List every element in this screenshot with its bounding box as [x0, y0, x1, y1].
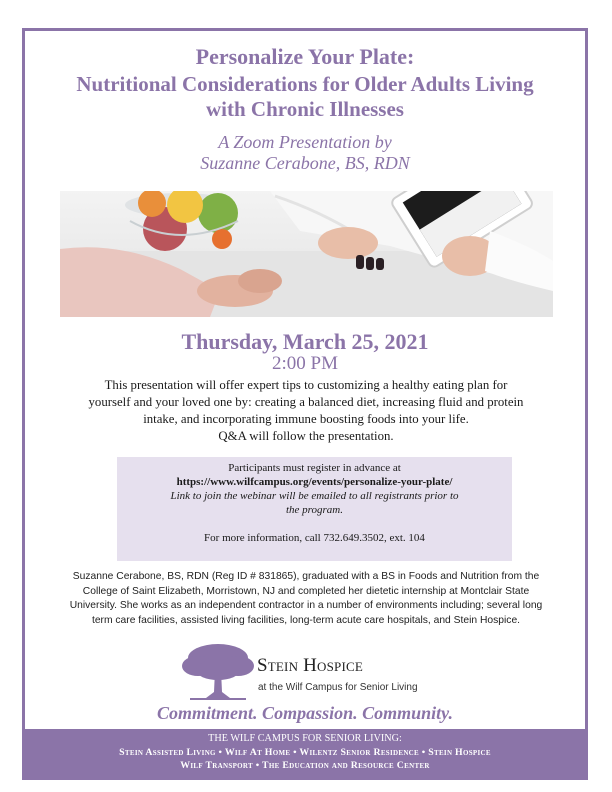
- description-line: Q&A will follow the presentation.: [218, 429, 394, 443]
- footer-line-1: THE WILF CAMPUS FOR SENIOR LIVING:: [208, 733, 402, 744]
- bio-line: Suzanne Cerabone, BS, RDN (Reg ID # 831865), graduated with a BS in Foods and Nutrition from the: [72, 571, 540, 582]
- tree-icon: [180, 640, 256, 704]
- footer-line-3: Wilf Transport • The Education and Resource Center: [180, 760, 430, 771]
- subtitle-line-1: A Zoom Presentation by: [218, 132, 392, 152]
- bio-line: term care facilities, assisted living facilities, long-term acute care hospitals, and Stein Hospice.: [91, 614, 521, 626]
- event-description: [40, 377, 572, 445]
- title-line-2: [22, 72, 588, 122]
- speaker-bio: [44, 570, 568, 628]
- subtitle: [22, 132, 588, 174]
- photo-illustration: [60, 191, 553, 317]
- subtitle-line-2: Suzanne Cerabone, BS, RDN: [200, 153, 410, 173]
- tagline: Commitment. Compassion. Community.: [157, 703, 453, 723]
- footer-line-2: Stein Assisted Living • Wilf At Home • Wilentz Senior Residence • Stein Hospice: [119, 746, 491, 758]
- registration-box: [117, 457, 512, 561]
- registration-intro: Participants must register in advance at: [228, 462, 401, 474]
- footer-banner: [22, 729, 588, 780]
- organization-name: Stein Hospice: [257, 655, 364, 676]
- description-line: yourself and your loved one by: creating a balanced diet, increasing fluid and protein: [88, 395, 524, 409]
- description-line: This presentation will offer expert tips to customizing a healthy eating plan for: [104, 378, 508, 392]
- title-line-2a: Nutritional Considerations for Older Adults Living: [76, 72, 534, 96]
- registration-note-2: the program.: [285, 504, 344, 516]
- registration-link[interactable]: https://www.wilfcampus.org/events/personalize-your-plate/: [176, 476, 453, 488]
- bio-line: College of Saint Elizabeth, Morristown, NJ and completed her dietetic internship at Montclair State: [82, 585, 530, 597]
- event-date: Thursday, March 25, 2021: [181, 329, 429, 354]
- organization-subname: at the Wilf Campus for Senior Living: [258, 682, 418, 693]
- nutrition-consult-photo: [60, 191, 553, 317]
- description-line: intake, and incorporating immune boosting foods into your life.: [143, 412, 469, 426]
- event-time: 2:00 PM: [272, 353, 338, 374]
- registration-note-1: Link to join the webinar will be emailed to all registrants prior to: [170, 490, 459, 502]
- title-line-1: Personalize Your Plate:: [195, 44, 415, 69]
- contact-info: For more information, call 732.649.3502, ext. 104: [204, 532, 425, 544]
- bio-line: University. She works as an independent contractor in a number of environments including; several long: [69, 600, 543, 611]
- title-line-2b: with Chronic Illnesses: [206, 97, 404, 121]
